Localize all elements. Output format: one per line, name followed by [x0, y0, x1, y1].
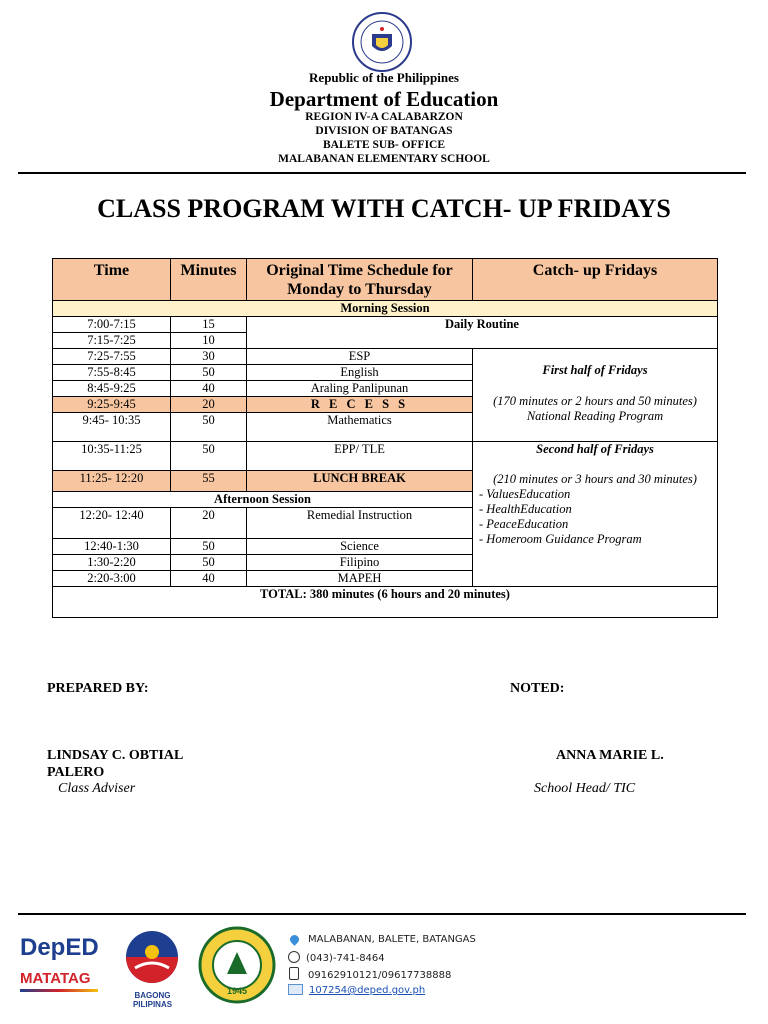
time-cell: 9:25-9:45 [53, 397, 171, 413]
daily-routine-cell: Daily Routine [247, 317, 718, 349]
subject-cell: Remedial Instruction [247, 508, 473, 539]
subject-cell: English [247, 365, 473, 381]
total-row: TOTAL: 380 minutes (6 hours and 20 minutes) [53, 587, 718, 618]
department-name: Department of Education [269, 87, 499, 111]
noted-name: ANNA MARIE L. [556, 748, 664, 763]
email-icon [288, 984, 303, 995]
subject-cell: MAPEH [247, 571, 473, 587]
catchup-second-title: Second half of Fridays [536, 442, 654, 456]
footer-mobile: 09162910121/09617738888 [308, 970, 452, 981]
footer-email-line [288, 984, 425, 996]
subject-cell: Mathematics [247, 413, 473, 442]
table-row [53, 349, 718, 365]
minutes-cell: 20 [171, 397, 247, 413]
matatag-stripe [20, 989, 98, 992]
prepared-by-label: PREPARED BY: [47, 681, 149, 696]
time-cell: 7:25-7:55 [53, 349, 171, 365]
footer-mobile-line [288, 967, 451, 981]
time-cell: 10:35-11:25 [53, 442, 171, 471]
header-catchup-fridays: Catch- up Fridays [473, 259, 718, 301]
subject-cell: Araling Panlipunan [247, 381, 473, 397]
header-divider [18, 172, 746, 174]
time-cell: 12:20- 12:40 [53, 508, 171, 539]
minutes-cell: 20 [171, 508, 247, 539]
catchup-second-half-cell [473, 442, 718, 587]
division-name: DIVISION OF BATANGAS [315, 125, 453, 137]
prepared-role: Class Adviser [58, 781, 136, 796]
catchup-first-half-cell [473, 349, 718, 442]
sub-office-name: BALETE SUB- OFFICE [322, 139, 446, 151]
minutes-cell: 40 [171, 381, 247, 397]
footer-phone: (043)-741-8464 [306, 953, 385, 964]
catchup-first-title: First half of Fridays [542, 363, 648, 377]
page-title: CLASS PROGRAM WITH CATCH- UP FRIDAYS [97, 194, 671, 223]
prepared-name-line1: LINDSAY C. OBTIAL [47, 748, 184, 763]
school-name: MALABANAN ELEMENTARY SCHOOL [278, 153, 490, 165]
time-cell: 11:25- 12:20 [53, 471, 171, 492]
footer-email-link[interactable]: 107254@deped.gov.ph [309, 985, 426, 996]
school-seal-logo [196, 926, 278, 1004]
deped-seal-logo [352, 12, 412, 72]
minutes-cell: 50 [171, 442, 247, 471]
minutes-cell: 50 [171, 365, 247, 381]
catchup-first-program: National Reading Program [526, 409, 664, 423]
matatag-wordmark: MATATAG [20, 970, 91, 987]
bagong-pilipinas-emblem [115, 928, 190, 986]
time-cell: 7:15-7:25 [53, 333, 171, 349]
catchup-first-detail: (170 minutes or 2 hours and 50 minutes) [493, 394, 697, 408]
time-cell: 7:55-8:45 [53, 365, 171, 381]
minutes-cell: 10 [171, 333, 247, 349]
header-original-schedule: Original Time Schedule for Monday to Thursday [247, 259, 473, 301]
footer-phone-line [288, 951, 385, 964]
minutes-cell: 50 [171, 555, 247, 571]
catchup-second-list [475, 487, 715, 547]
noted-label: NOTED: [510, 681, 565, 696]
time-cell: 8:45-9:25 [53, 381, 171, 397]
table-header-row [53, 259, 718, 301]
time-cell: 7:00-7:15 [53, 317, 171, 333]
time-cell: 2:20-3:00 [53, 571, 171, 587]
time-cell: 12:40-1:30 [53, 539, 171, 555]
deped-matatag-logo [20, 935, 102, 1000]
country-name: Republic of the Philippines [309, 70, 459, 85]
footer-address-line [288, 934, 476, 945]
catchup-second-detail: (210 minutes or 3 hours and 30 minutes) [493, 472, 697, 486]
region-name: REGION IV-A CALABARZON [305, 111, 463, 123]
subject-cell-lunch: LUNCH BREAK [247, 471, 473, 492]
list-item: - Homeroom Guidance Program [479, 532, 642, 546]
class-schedule-table [52, 258, 718, 618]
location-pin-icon [288, 933, 301, 946]
header-time: Time [53, 259, 171, 301]
mobile-phone-icon [289, 967, 299, 980]
minutes-cell: 15 [171, 317, 247, 333]
list-item: - ValuesEducation [479, 487, 571, 501]
minutes-cell: 50 [171, 413, 247, 442]
minutes-cell: 30 [171, 349, 247, 365]
bagong-pilipinas-text: BAGONG PILIPINAS [132, 991, 173, 1009]
minutes-cell: 50 [171, 539, 247, 555]
afternoon-session-label: Afternoon Session [53, 492, 473, 508]
bagong-pilipinas-logo [115, 928, 190, 1009]
table-row [53, 317, 718, 333]
subject-cell: ESP [247, 349, 473, 365]
list-item: - PeaceEducation [479, 517, 569, 531]
subject-cell: EPP/ TLE [247, 442, 473, 471]
header-minutes: Minutes [171, 259, 247, 301]
phone-icon [288, 951, 300, 963]
school-seal-year: 1945 [226, 986, 248, 996]
subject-cell: Filipino [247, 555, 473, 571]
deped-wordmark: DepED [20, 934, 99, 961]
morning-session-label: Morning Session [53, 301, 718, 317]
time-cell: 1:30-2:20 [53, 555, 171, 571]
time-cell: 9:45- 10:35 [53, 413, 171, 442]
minutes-cell: 55 [171, 471, 247, 492]
footer-divider [18, 913, 746, 915]
footer-address: MALABANAN, BALETE, BATANGAS [308, 934, 476, 945]
subject-cell-recess: R E C E S S [247, 397, 473, 413]
list-item: - HealthEducation [479, 502, 572, 516]
table-row [53, 442, 718, 471]
minutes-cell: 40 [171, 571, 247, 587]
prepared-name-line2: PALERO [47, 765, 105, 780]
noted-role: School Head/ TIC [534, 781, 636, 796]
subject-cell: Science [247, 539, 473, 555]
